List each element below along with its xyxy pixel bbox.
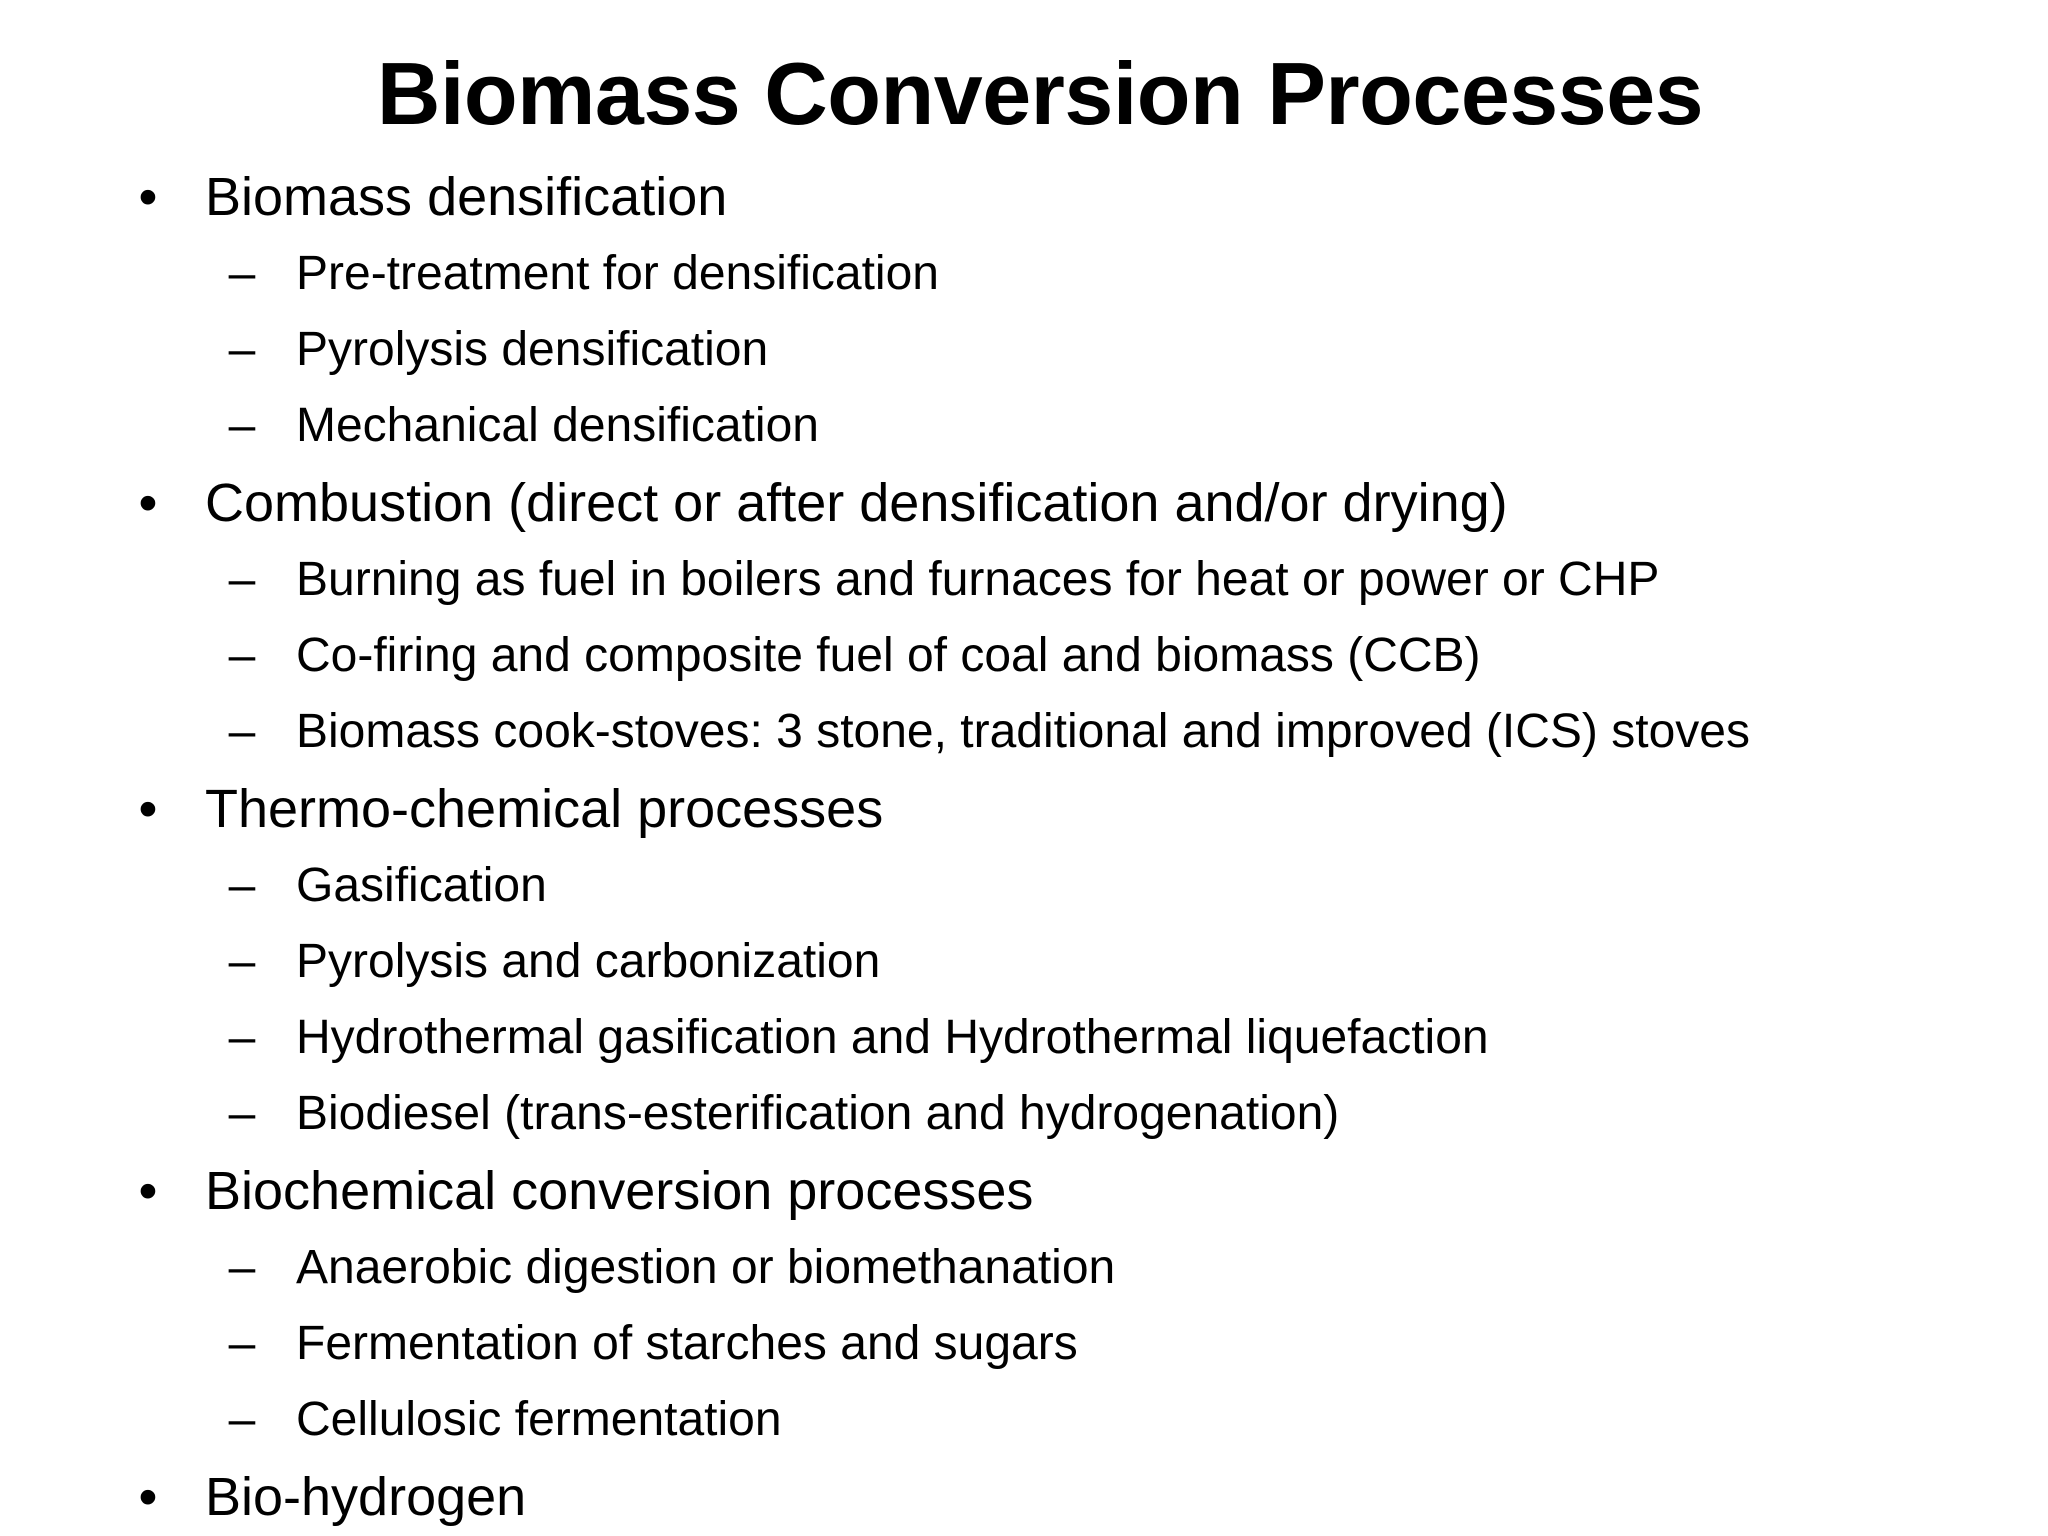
sub-bullet-item	[0, 618, 2048, 694]
dash-marker: –	[228, 859, 256, 912]
sub-bullet-text: Gasification	[296, 859, 547, 912]
sub-bullet-item	[0, 236, 2048, 312]
bullet-marker: •	[138, 473, 158, 533]
dash-marker: –	[228, 1393, 256, 1446]
bullet-marker: •	[138, 1467, 158, 1527]
dash-marker: –	[228, 1241, 256, 1294]
sub-bullet-text: Cellulosic fermentation	[296, 1393, 782, 1446]
sub-bullet-text: Pyrolysis densification	[296, 323, 769, 376]
bullet-marker: •	[138, 1161, 158, 1221]
bullet-item	[0, 158, 2048, 236]
bullet-item	[0, 770, 2048, 848]
sub-bullet-item	[0, 1306, 2048, 1382]
sub-bullet-text: Mechanical densification	[296, 399, 819, 452]
bullet-text: Combustion (direct or after densification and/or drying)	[205, 473, 1508, 533]
sub-bullet-item	[0, 312, 2048, 388]
sub-bullet-item	[0, 924, 2048, 1000]
sub-bullet-text: Biomass cook-stoves: 3 stone, traditional and improved (ICS) stoves	[296, 705, 1750, 758]
sub-bullet-item	[0, 1382, 2048, 1458]
sub-bullet-text: Biodiesel (trans-esterification and hydrogenation)	[296, 1087, 1340, 1140]
dash-marker: –	[228, 323, 256, 376]
bullet-marker: •	[138, 779, 158, 839]
sub-bullet-item	[0, 694, 2048, 770]
sub-bullet-text: Fermentation of starches and sugars	[296, 1317, 1078, 1370]
bullet-item	[0, 464, 2048, 542]
bullet-text: Biochemical conversion processes	[205, 1161, 1034, 1221]
dash-marker: –	[228, 247, 256, 300]
dash-marker: –	[228, 935, 256, 988]
sub-bullet-text: Pre-treatment for densification	[296, 247, 939, 300]
dash-marker: –	[228, 1317, 256, 1370]
bullet-item	[0, 1152, 2048, 1230]
sub-bullet-text: Hydrothermal gasification and Hydrothermal liquefaction	[296, 1011, 1489, 1064]
sub-bullet-item	[0, 848, 2048, 924]
sub-bullet-item	[0, 1230, 2048, 1306]
sub-bullet-text: Burning as fuel in boilers and furnaces for heat or power or CHP	[296, 553, 1660, 606]
sub-bullet-text: Pyrolysis and carbonization	[296, 935, 881, 988]
bullet-text: Biomass densification	[205, 167, 728, 227]
dash-marker: –	[228, 1087, 256, 1140]
dash-marker: –	[228, 629, 256, 682]
sub-bullet-item	[0, 1076, 2048, 1152]
sub-bullet-text: Co-firing and composite fuel of coal and biomass (CCB)	[296, 629, 1481, 682]
dash-marker: –	[228, 1011, 256, 1064]
dash-marker: –	[228, 553, 256, 606]
bullet-text: Bio-hydrogen	[205, 1467, 527, 1527]
sub-bullet-item	[0, 1000, 2048, 1076]
bullet-marker: •	[138, 167, 158, 227]
bullet-text: Thermo-chemical processes	[205, 779, 884, 839]
dash-marker: –	[228, 399, 256, 452]
bullet-item	[0, 1458, 2048, 1536]
slide-title: Biomass Conversion Processes	[376, 44, 1704, 143]
sub-bullet-item	[0, 388, 2048, 464]
sub-bullet-text: Anaerobic digestion or biomethanation	[296, 1241, 1116, 1294]
dash-marker: –	[228, 705, 256, 758]
sub-bullet-item	[0, 542, 2048, 618]
slide-content	[0, 158, 2048, 1536]
